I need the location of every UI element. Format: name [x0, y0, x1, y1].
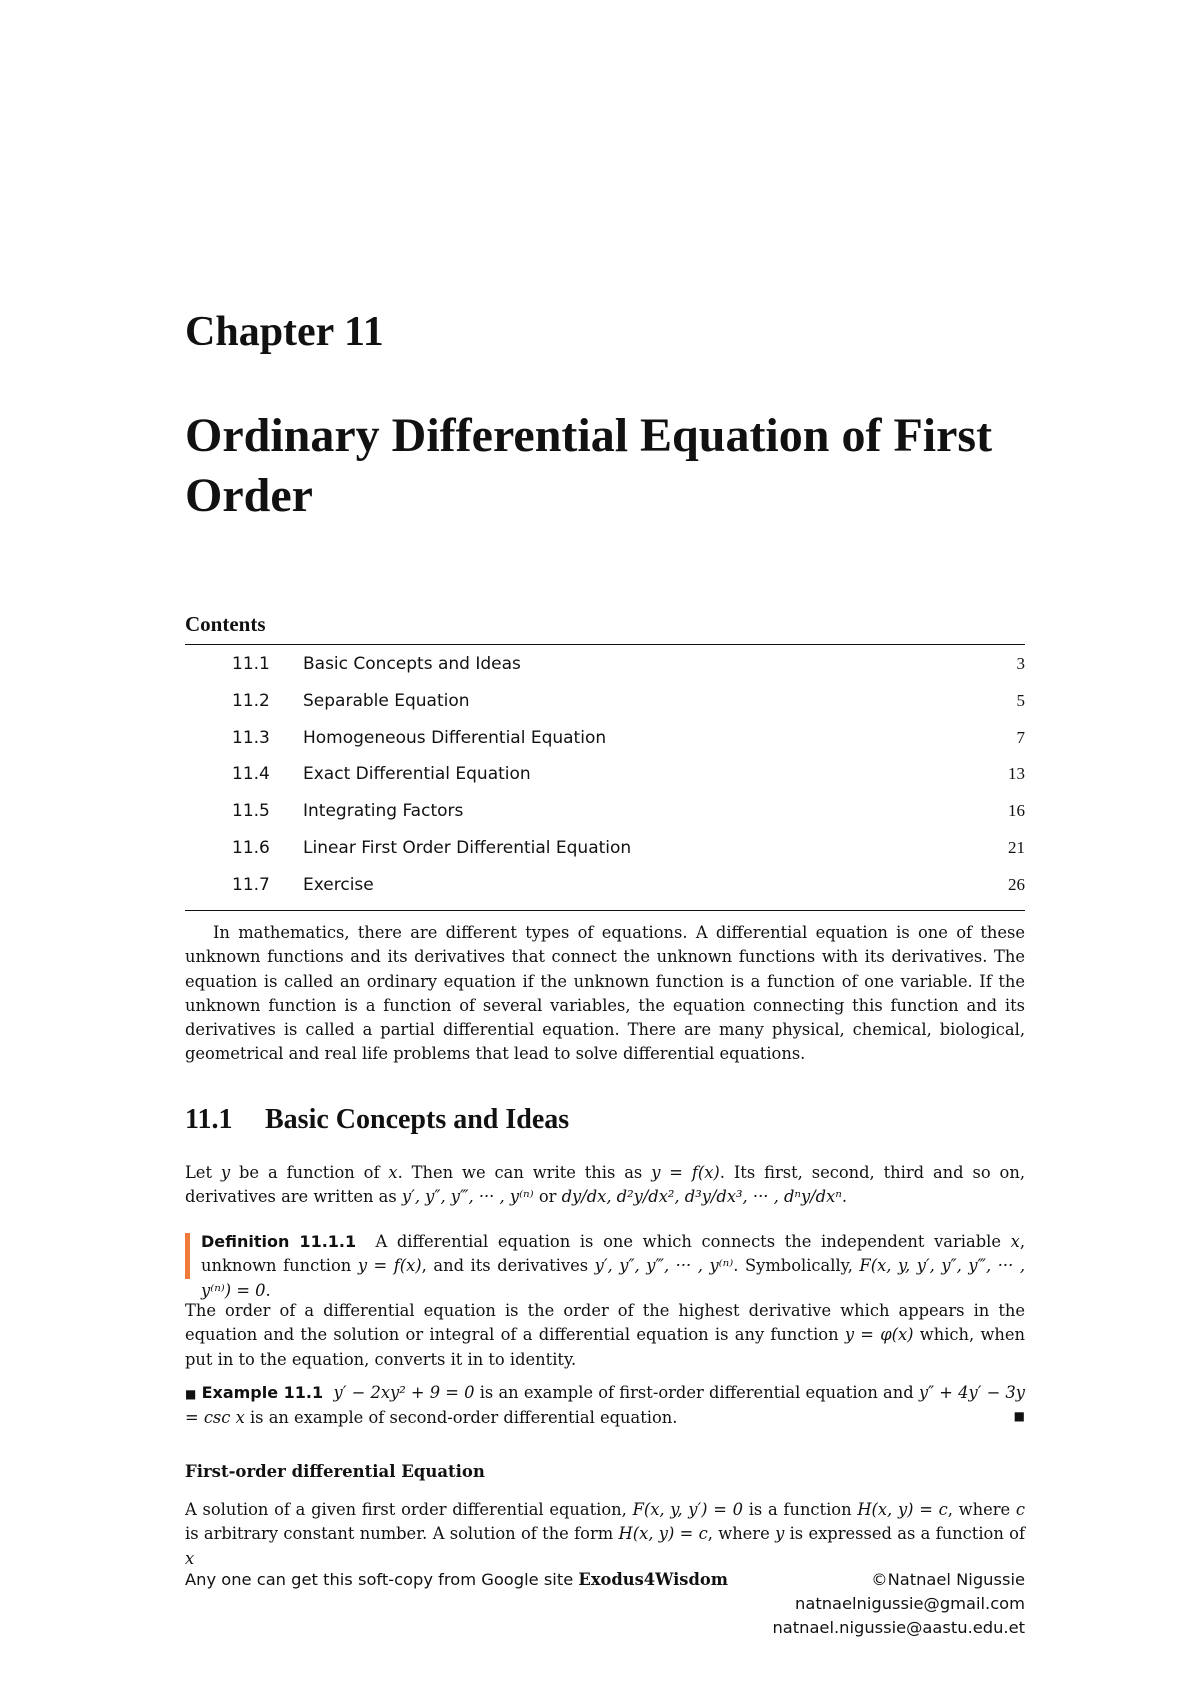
- section-number: 11.1: [185, 1104, 233, 1135]
- footer-email-aastu[interactable]: natnael.nigussie@aastu.edu.et: [772, 1618, 1025, 1637]
- footer-email-gmail[interactable]: natnaelnigussie@gmail.com: [795, 1594, 1025, 1613]
- toc-page: 5: [1016, 690, 1025, 710]
- footer-source: Any one can get this soft-copy from Google site Exodus4Wisdom: [185, 1570, 728, 1589]
- example-label: Example 11.1: [201, 1383, 324, 1402]
- toc-entry[interactable]: [185, 687, 1025, 724]
- qed-symbol: ■: [1013, 1409, 1025, 1424]
- section-title: Basic Concepts and Ideas: [265, 1104, 570, 1135]
- toc-entry[interactable]: [185, 797, 1025, 834]
- toc-number: 11.6: [232, 837, 270, 858]
- contents-heading: Contents: [185, 612, 266, 636]
- definition-block: Definition 11.1.1 A differential equation is one which connects the independent variable x, unknown function y = f(x), and its derivatives y′, y″, y‴, ··· , y⁽ⁿ⁾. Symbolically, F(x, y, y′, y″, y‴, ··· , y⁽ⁿ⁾) = 0.: [201, 1232, 1025, 1300]
- example-bullet: ■: [185, 1387, 197, 1401]
- toc-number: 11.7: [232, 874, 270, 895]
- footer-site-name: Exodus4Wisdom: [578, 1570, 728, 1589]
- table-of-contents: [185, 650, 1025, 908]
- toc-number: 11.3: [232, 727, 270, 748]
- toc-page: 16: [1008, 801, 1025, 821]
- toc-title: Homogeneous Differential Equation: [303, 727, 607, 748]
- definition-label: Definition 11.1.1: [201, 1232, 357, 1251]
- intro-paragraph: In mathematics, there are different types of equations. A differential equation is one of these unknown functions and its derivatives that connect the unknown functions with its derivatives. The equation is called an ordinary equation if the unknown function is a function of one variable. If the unknown function is a function of several variables, the equation connecting this function and its derivatives is called a partial differential equation. There are many physical, chemical, biological, geometrical and real life problems that lead to solve differential equations.: [185, 923, 1025, 1064]
- toc-page: 7: [1016, 727, 1025, 747]
- chapter-label: Chapter 11: [185, 309, 384, 355]
- toc-number: 11.4: [232, 764, 270, 785]
- contents-bottom-rule: [185, 910, 1025, 911]
- toc-entry[interactable]: [185, 871, 1025, 908]
- toc-entry[interactable]: [185, 724, 1025, 761]
- chapter-title: Ordinary Differential Equation of First Order: [185, 409, 993, 522]
- footer-copyright: ©Natnael Nigussie: [871, 1570, 1025, 1589]
- contents-top-rule: [185, 644, 1025, 645]
- section-heading: [185, 1104, 569, 1136]
- paragraph-solution: A solution of a given first order differential equation, F(x, y, y′) = 0 is a function H(x, y) = c, where c is arbitrary constant number. A solution of the form H(x, y) = c, where y is expressed as a function of x: [185, 1500, 1025, 1568]
- toc-number: 11.5: [232, 801, 270, 822]
- toc-page: 3: [1016, 654, 1025, 673]
- toc-title: Linear First Order Differential Equation: [303, 837, 632, 858]
- toc-title: Exercise: [303, 874, 374, 895]
- toc-entry[interactable]: [185, 650, 1025, 687]
- paragraph-order: The order of a differential equation is the order of the highest derivative which appears in the equation and the solution or integral of a differential equation is any function y = φ(x) which, when put in to the equation, converts it in to identity.: [185, 1301, 1026, 1369]
- footer-author: [772, 1568, 1025, 1640]
- toc-page: 26: [1008, 874, 1025, 894]
- example-block: ■ Example 11.1 y′ − 2xy² + 9 = 0 is an example of first-order differential equation and y″ + 4y′ − 3y = csc x is an example of second-order differential equation. ■: [185, 1383, 1025, 1428]
- toc-title: Separable Equation: [303, 690, 470, 711]
- toc-page: 21: [1008, 837, 1025, 857]
- toc-number: 11.1: [232, 654, 270, 674]
- toc-entry[interactable]: [185, 760, 1025, 797]
- paragraph-derivatives: Let y be a function of x. Then we can write this as y = f(x). Its first, second, third and so on, derivatives are written as y′, y″, y‴, ··· , y⁽ⁿ⁾ or dy/dx, d²y/dx², d³y/dx³, ··· , dⁿy/dxⁿ.: [185, 1163, 1026, 1207]
- toc-title: Basic Concepts and Ideas: [303, 654, 521, 674]
- toc-title: Exact Differential Equation: [303, 764, 531, 785]
- toc-page: 13: [1008, 764, 1025, 784]
- toc-number: 11.2: [232, 690, 270, 711]
- toc-title: Integrating Factors: [303, 801, 464, 822]
- toc-entry[interactable]: [185, 834, 1025, 871]
- subsection-heading: First-order differential Equation: [185, 1462, 485, 1481]
